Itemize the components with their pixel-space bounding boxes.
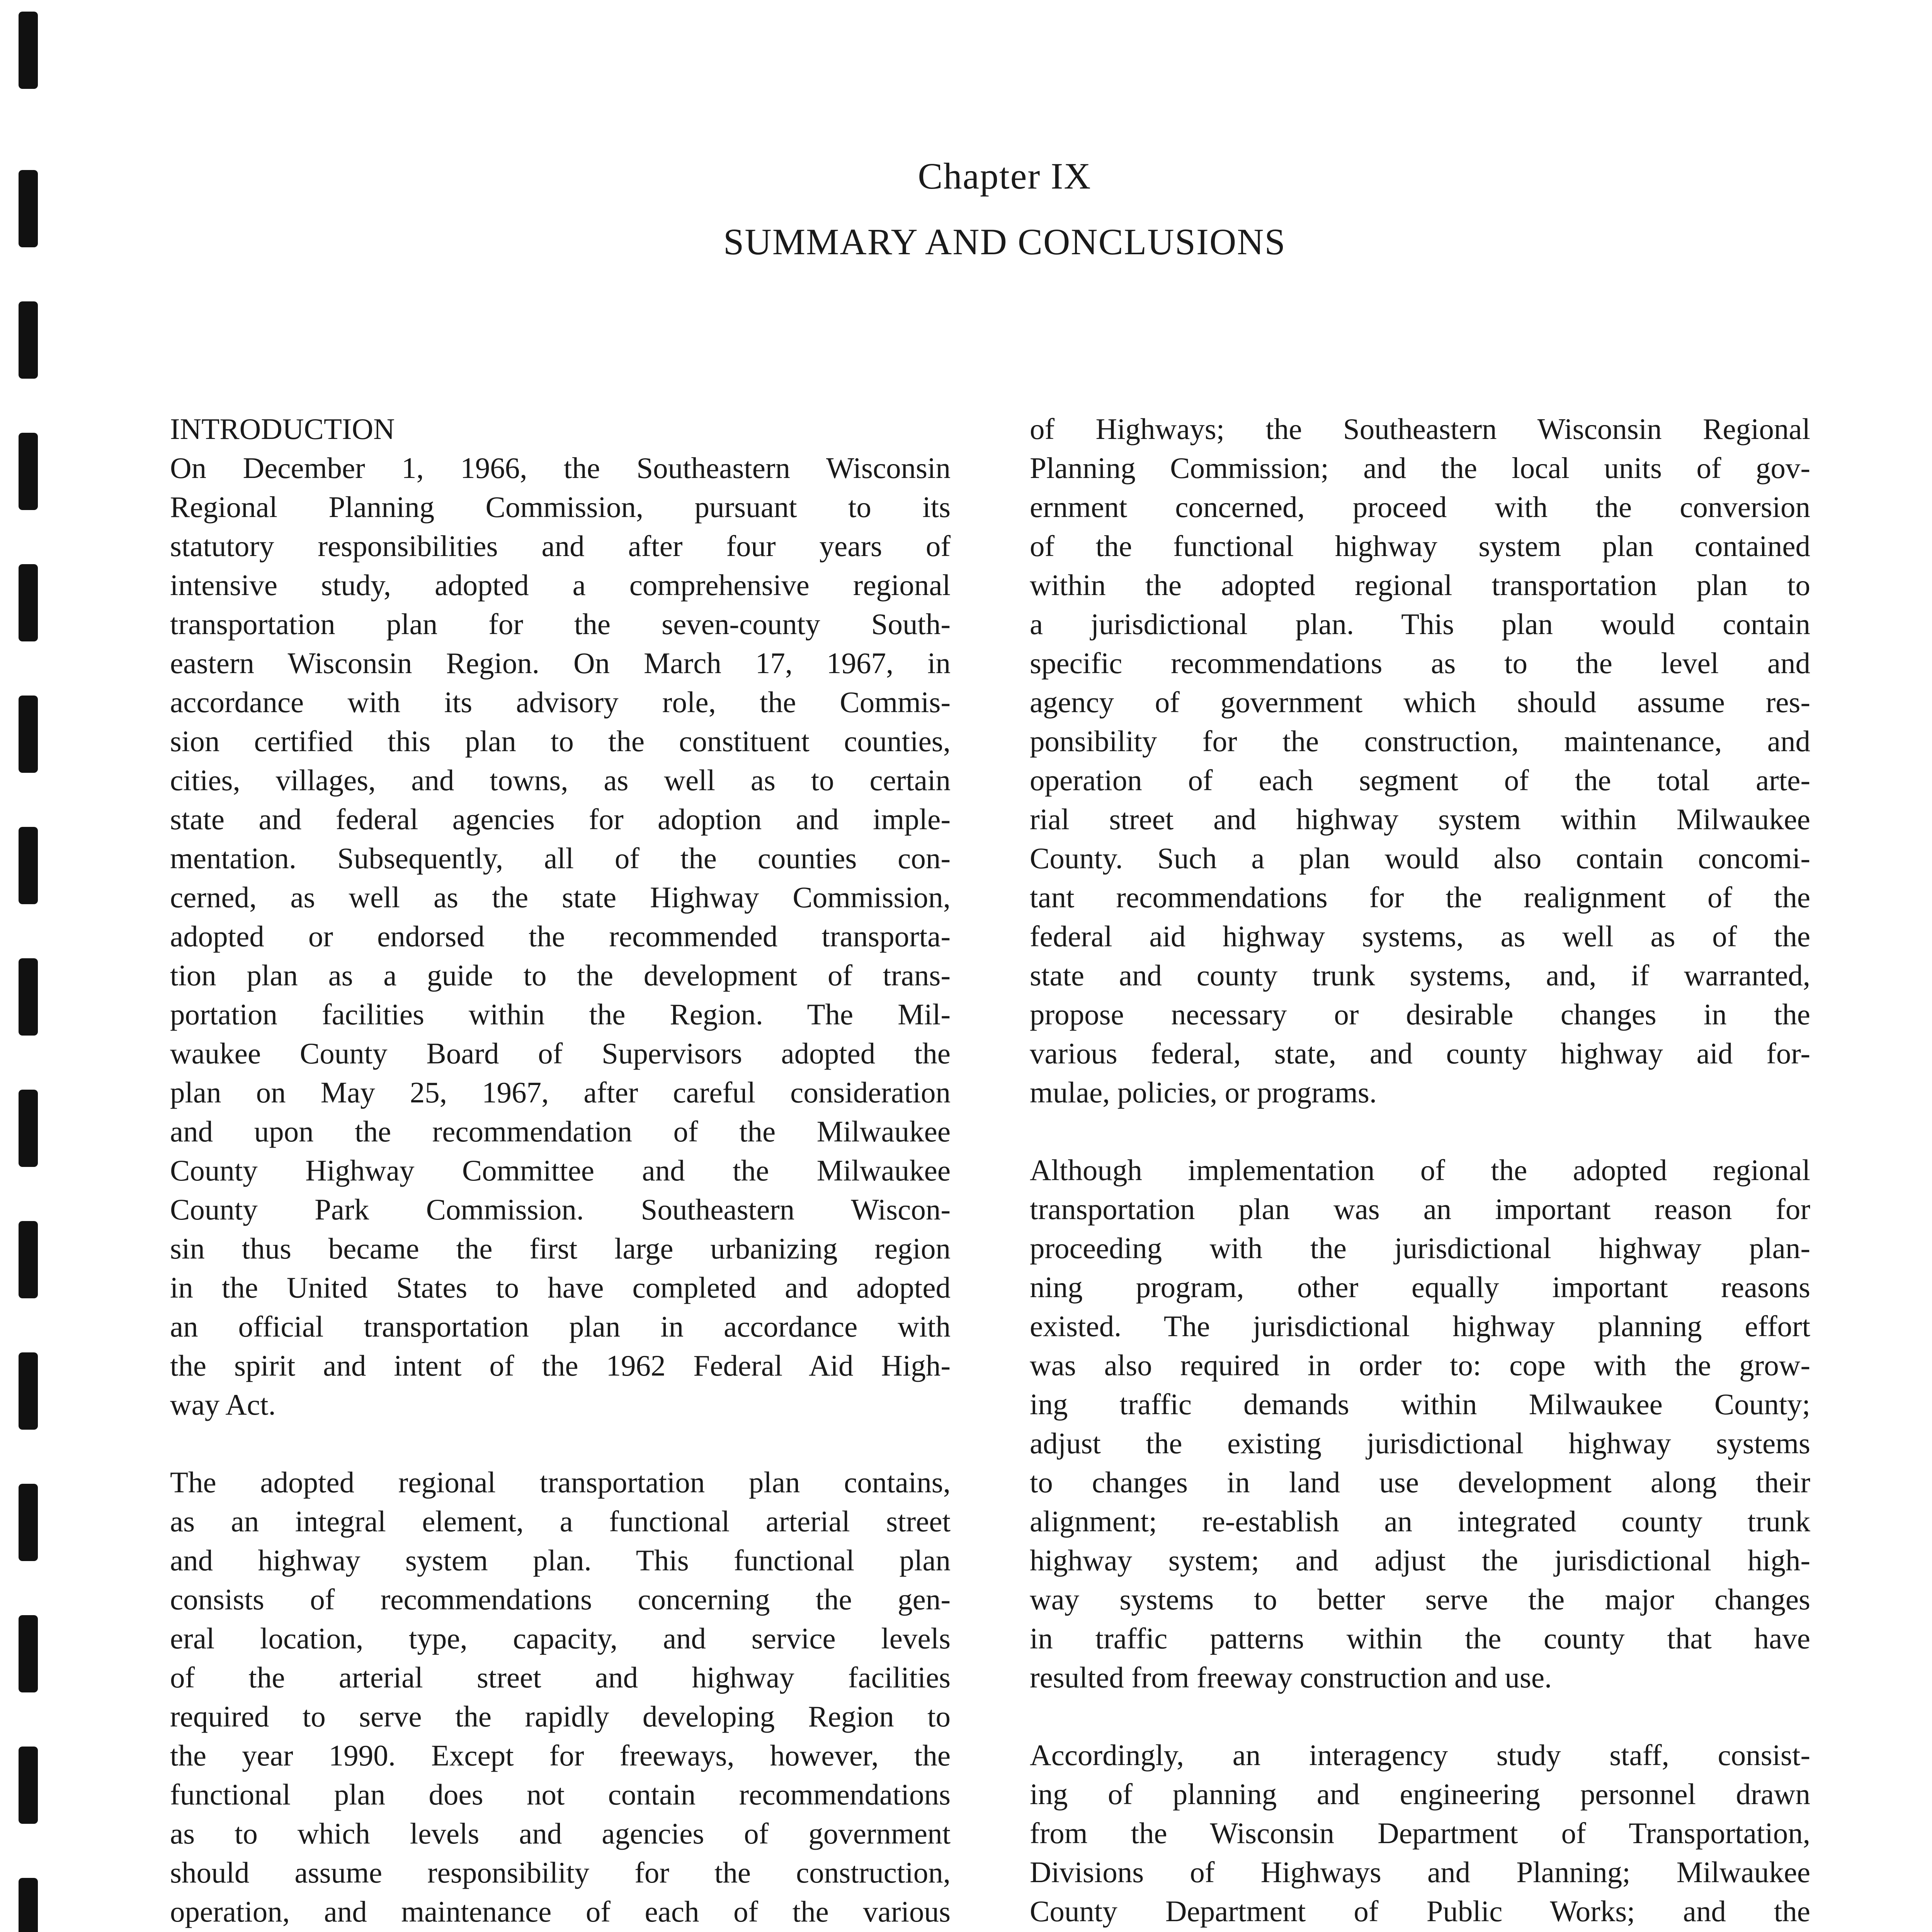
text-line: way Act. bbox=[170, 1388, 276, 1421]
text-line: transportation plan for the seven-county South- bbox=[170, 607, 951, 641]
text-line: County. Such a plan would also contain concomi- bbox=[1030, 842, 1810, 875]
text-line: On December 1, 1966, the Southeastern Wisconsin bbox=[170, 451, 951, 485]
text-line: specific recommendations as to the level and bbox=[1030, 646, 1810, 680]
text-line: Divisions of Highways and Planning; Milwaukee bbox=[1030, 1855, 1810, 1889]
text-line: tant recommendations for the realignment of the bbox=[1030, 881, 1810, 914]
text-line: within the adopted regional transportation plan to bbox=[1030, 568, 1810, 602]
text-line: plan on May 25, 1967, after careful consideration bbox=[170, 1076, 951, 1109]
text-line: from the Wisconsin Department of Transportation, bbox=[1030, 1816, 1810, 1850]
text-line: various federal, state, and county highway aid for- bbox=[1030, 1037, 1810, 1070]
text-line: ponsibility for the construction, maintenance, and bbox=[1030, 724, 1810, 758]
text-line: functional plan does not contain recommendations bbox=[170, 1778, 951, 1811]
paragraph bbox=[1030, 1736, 1810, 1932]
text-line: in traffic patterns within the county that have bbox=[1030, 1622, 1810, 1655]
text-line: ernment concerned, proceed with the conversion bbox=[1030, 490, 1810, 524]
binding-mark bbox=[19, 1484, 38, 1561]
text-line: should assume responsibility for the construction, bbox=[170, 1856, 951, 1889]
text-line: County Department of Public Works; and the bbox=[1030, 1895, 1810, 1928]
paragraph bbox=[170, 449, 951, 1424]
text-line: adjust the existing jurisdictional highway systems bbox=[1030, 1427, 1810, 1460]
text-line: eral location, type, capacity, and service levels bbox=[170, 1622, 951, 1655]
text-line: tion plan as a guide to the development of trans- bbox=[170, 959, 951, 992]
binding-mark bbox=[19, 301, 38, 379]
text-line: Planning Commission; and the local units of gov- bbox=[1030, 451, 1810, 485]
text-line: County Park Commission. Southeastern Wiscon- bbox=[170, 1193, 951, 1226]
text-line: was also required in order to: cope with the grow- bbox=[1030, 1349, 1810, 1382]
text-line: in the United States to have completed and adopted bbox=[170, 1271, 951, 1304]
text-line: cities, villages, and towns, as well as to certain bbox=[170, 764, 951, 797]
text-line: proceeding with the jurisdictional highway plan- bbox=[1030, 1231, 1810, 1265]
text-line: accordance with its advisory role, the Commis- bbox=[170, 685, 951, 719]
binding-mark bbox=[19, 1615, 38, 1692]
text-line: as an integral element, a functional arterial street bbox=[170, 1505, 951, 1538]
text-line: operation of each segment of the total arte- bbox=[1030, 764, 1810, 797]
text-line: as to which levels and agencies of government bbox=[170, 1817, 951, 1850]
right-column bbox=[1030, 410, 1810, 1932]
binding-mark bbox=[19, 958, 38, 1036]
binding-mark bbox=[19, 12, 38, 89]
text-line: portation facilities within the Region. The Mil- bbox=[170, 998, 951, 1031]
text-line: propose necessary or desirable changes in the bbox=[1030, 998, 1810, 1031]
binding-mark bbox=[19, 696, 38, 773]
binding-mark bbox=[19, 1747, 38, 1824]
text-line: agency of government which should assume res- bbox=[1030, 685, 1810, 719]
left-column bbox=[170, 410, 951, 1932]
text-line: a jurisdictional plan. This plan would contain bbox=[1030, 607, 1810, 641]
text-line: eastern Wisconsin Region. On March 17, 1967, in bbox=[170, 646, 951, 680]
binding-mark bbox=[19, 433, 38, 510]
text-line: the spirit and intent of the 1962 Federal Aid High- bbox=[170, 1349, 951, 1382]
text-line: consists of recommendations concerning the gen- bbox=[170, 1583, 951, 1616]
chapter-label: Chapter IX bbox=[918, 155, 1092, 197]
binding-mark bbox=[19, 170, 38, 247]
paragraph bbox=[170, 1463, 951, 1932]
text-line: of the functional highway system plan contained bbox=[1030, 529, 1810, 563]
text-line: cerned, as well as the state Highway Commission, bbox=[170, 881, 951, 914]
text-line: mentation. Subsequently, all of the counties con- bbox=[170, 842, 951, 875]
paragraph bbox=[1030, 1151, 1810, 1697]
paragraph-gap bbox=[1030, 1112, 1810, 1151]
text-line: operation, and maintenance of each of the various bbox=[170, 1895, 951, 1928]
text-line: state and federal agencies for adoption and imple- bbox=[170, 803, 951, 836]
text-line: Regional Planning Commission, pursuant to its bbox=[170, 490, 951, 524]
binding-mark bbox=[19, 1878, 38, 1932]
binding-mark bbox=[19, 1221, 38, 1298]
text-line: the year 1990. Except for freeways, however, the bbox=[170, 1739, 951, 1772]
text-line: to changes in land use development along their bbox=[1030, 1466, 1810, 1499]
text-line: rial street and highway system within Milwaukee bbox=[1030, 803, 1810, 836]
paragraph bbox=[1030, 410, 1810, 1112]
chapter-title: SUMMARY AND CONCLUSIONS bbox=[723, 221, 1286, 262]
text-line: highway system; and adjust the jurisdictional high- bbox=[1030, 1544, 1810, 1577]
text-line: adopted or endorsed the recommended transporta- bbox=[170, 920, 951, 953]
binding-mark bbox=[19, 1090, 38, 1167]
section-heading: INTRODUCTION bbox=[170, 412, 395, 446]
text-line: alignment; re-establish an integrated county trunk bbox=[1030, 1505, 1810, 1538]
text-line: required to serve the rapidly developing Region to bbox=[170, 1700, 951, 1733]
text-line: ing of planning and engineering personnel drawn bbox=[1030, 1777, 1810, 1811]
text-line: The adopted regional transportation plan contains, bbox=[170, 1466, 951, 1499]
text-line: of the arterial street and highway facilities bbox=[170, 1661, 951, 1694]
text-line: way systems to better serve the major changes bbox=[1030, 1583, 1810, 1616]
paragraph-gap bbox=[1030, 1697, 1810, 1736]
text-line: and upon the recommendation of the Milwaukee bbox=[170, 1115, 951, 1148]
text-line: statutory responsibilities and after four years of bbox=[170, 529, 951, 563]
text-line: intensive study, adopted a comprehensive regional bbox=[170, 568, 951, 602]
binding-mark bbox=[19, 827, 38, 904]
text-line: sion certified this plan to the constituent counties, bbox=[170, 724, 951, 758]
binding-mark bbox=[19, 564, 38, 641]
text-line: and highway system plan. This functional plan bbox=[170, 1544, 951, 1577]
paragraph-gap bbox=[170, 1424, 951, 1463]
text-line: sin thus became the first large urbanizing region bbox=[170, 1232, 951, 1265]
text-line: federal aid highway systems, as well as of the bbox=[1030, 920, 1810, 953]
text-line: state and county trunk systems, and, if warranted, bbox=[1030, 959, 1810, 992]
binding-marks bbox=[19, 0, 42, 1932]
text-line: of Highways; the Southeastern Wisconsin Regional bbox=[1030, 412, 1810, 446]
binding-mark bbox=[19, 1352, 38, 1430]
text-line: mulae, policies, or programs. bbox=[1030, 1076, 1377, 1109]
text-line: existed. The jurisdictional highway planning effort bbox=[1030, 1310, 1810, 1343]
text-line: Although implementation of the adopted regional bbox=[1030, 1153, 1810, 1187]
text-line: transportation plan was an important reason for bbox=[1030, 1192, 1810, 1226]
text-line: ning program, other equally important reasons bbox=[1030, 1270, 1810, 1304]
text-line: resulted from freeway construction and use. bbox=[1030, 1661, 1552, 1694]
text-line: County Highway Committee and the Milwaukee bbox=[170, 1154, 951, 1187]
text-line: Accordingly, an interagency study staff, consist- bbox=[1030, 1738, 1810, 1772]
text-line: ing traffic demands within Milwaukee County; bbox=[1030, 1388, 1810, 1421]
text-line: an official transportation plan in accordance with bbox=[170, 1310, 951, 1343]
text-line: waukee County Board of Supervisors adopted the bbox=[170, 1037, 951, 1070]
